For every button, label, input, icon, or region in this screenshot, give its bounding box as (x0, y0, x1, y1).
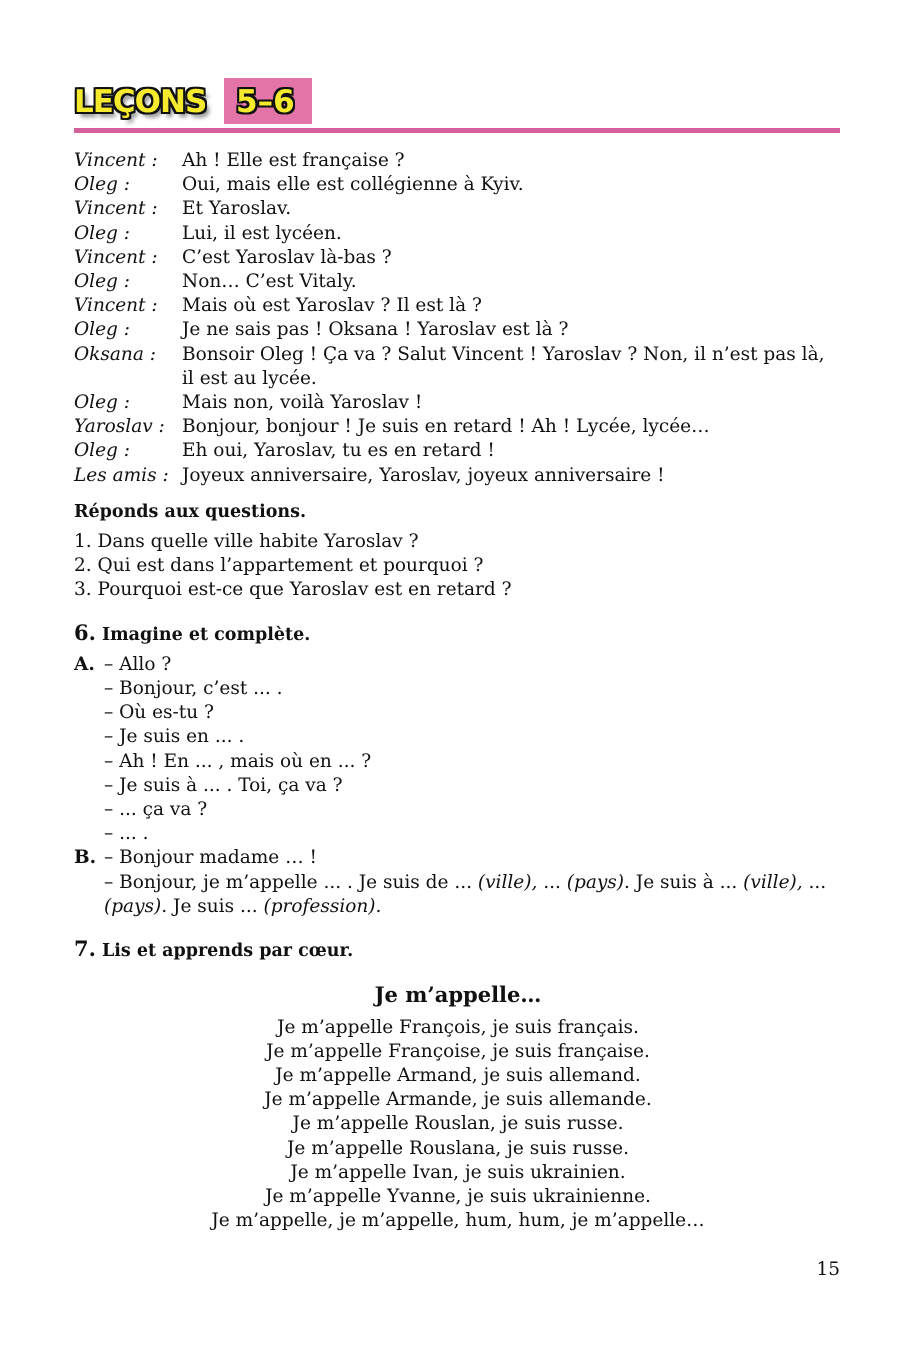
dialogue-line: – Ah ! En ... , mais où en ... ? (104, 750, 372, 772)
hint: (pays). (566, 871, 630, 893)
poem-line: Je m’appelle François, je suis français. (277, 1016, 639, 1038)
page-number: 15 (816, 1259, 840, 1280)
dialogue-speaker: Oleg : (74, 440, 130, 462)
exercise-number: 6. (74, 619, 96, 645)
dialogue-speaker: Vincent : (74, 198, 158, 220)
text: Je suis ... (167, 895, 264, 917)
hint: (ville), (477, 871, 538, 893)
dialogue-speaker: Oleg : (74, 319, 130, 341)
poem-line: Je m’appelle Armande, je suis allemande. (264, 1089, 652, 1111)
dialogue-text: Ah ! Elle est française ? (182, 150, 405, 171)
dialogue-line (104, 871, 842, 919)
dialogue-speaker: Oleg : (74, 222, 130, 244)
dialogue-speaker: Yaroslav : (74, 416, 165, 438)
dialogue-speaker: Oksana : (74, 343, 156, 365)
poem-line: Je m’appelle Rouslan, je suis russe. (292, 1113, 624, 1135)
exercise-number: 7. (74, 936, 96, 962)
dialogue-text: Mais où est Yaroslav ? Il est là ? (182, 295, 482, 317)
question-item: 3. Pourquoi est-ce que Yaroslav est en retard ? (74, 579, 512, 601)
header-divider (74, 128, 840, 133)
dialogue-line: – Je suis en ... . (104, 726, 245, 748)
poem-line: Je m’appelle Armand, je suis allemand. (275, 1064, 641, 1086)
poem-line: Je m’appelle Rouslana, je suis russe. (287, 1137, 629, 1159)
dialogue-speaker: Oleg : (74, 174, 130, 196)
exercise-6-heading (74, 621, 842, 647)
dialogue-speaker: Oleg : (74, 271, 130, 293)
questions-list (74, 530, 842, 603)
poem-title: Je m’appelle… (374, 982, 542, 1008)
hint: (pays). (104, 895, 168, 917)
poem-line: Je m’appelle Yvanne, je suis ukrainienne. (265, 1185, 651, 1207)
text: ... (802, 871, 827, 893)
dialogue-text: Bonsoir Oleg ! Ça va ? Salut Vincent ! Yaroslav ? Non, il n’est pas là, il est au lycée. (182, 343, 825, 389)
dialogue-text: Oui, mais elle est collégienne à Kyiv. (182, 174, 524, 196)
exercise-7-heading (74, 937, 842, 963)
dialogue-text: C’est Yaroslav là-bas ? (182, 246, 392, 268)
dialogue-line: – Allo ? (104, 653, 172, 675)
dialogue-text: Mais non, voilà Yaroslav ! (182, 392, 423, 414)
question-item: 1. Dans quelle ville habite Yaroslav ? (74, 531, 419, 553)
dialogue-line: – ... . (104, 823, 149, 845)
page-content (74, 149, 842, 1233)
dialogue-text: Et Yaroslav. (182, 198, 292, 220)
text: Je suis à ... (629, 871, 744, 893)
question-item: 2. Qui est dans l’appartement et pourquoi ? (74, 555, 484, 577)
lesson-title: LEÇONS (74, 84, 207, 120)
dialogue-text: Non… C’est Vitaly. (182, 271, 357, 293)
part-a-lines (104, 653, 842, 847)
dialogue-speaker: Vincent : (74, 295, 158, 317)
poem-line: Je m’appelle, je m’appelle, hum, hum, je m’appelle… (211, 1210, 705, 1232)
text: – Bonjour, je m’appelle ... . Je suis de ... (104, 871, 478, 893)
poem-line: Je m’appelle Françoise, je suis française. (266, 1040, 650, 1062)
exercise-title: Imagine et complète. (101, 624, 311, 645)
dialogue-text: Bonjour, bonjour ! Je suis en retard ! Ah ! Lycée, lycée… (182, 416, 710, 438)
lesson-header (74, 78, 840, 136)
hint: (ville), (743, 871, 803, 893)
part-label: B. (74, 847, 97, 869)
part-b-lines (104, 846, 842, 919)
dialogue-line: – Je suis à ... . Toi, ça va ? (104, 774, 343, 796)
dialogue-text: Lui, il est lycéen. (182, 222, 342, 244)
lesson-numbers: 5–6 (236, 84, 295, 120)
exercise-title: Lis et apprends par cœur. (101, 941, 354, 962)
exercise-6-part-b (74, 846, 842, 919)
dialogue-text: Joyeux anniversaire, Yaroslav, joyeux anniversaire ! (182, 464, 665, 486)
part-label: A. (74, 653, 95, 675)
poem (74, 1016, 842, 1234)
dialogue-line: – Bonjour madame … ! (104, 847, 317, 869)
dialogue-speaker: Oleg : (74, 392, 130, 414)
dialogue-speaker: Vincent : (74, 150, 158, 171)
dialogue-line: – Où es-tu ? (104, 702, 214, 724)
questions-heading: Réponds aux questions. (74, 501, 307, 522)
dialogue (74, 149, 842, 488)
exercise-6-part-a (74, 653, 842, 847)
dialogue-line: – Bonjour, c’est ... . (104, 678, 283, 700)
dialogue-line: – ... ça va ? (104, 799, 208, 821)
hint: (profession). (263, 895, 382, 917)
poem-line: Je m’appelle Ivan, je suis ukrainien. (290, 1161, 626, 1183)
dialogue-text: Je ne sais pas ! Oksana ! Yaroslav est là ? (182, 319, 569, 341)
text: ... (537, 871, 567, 893)
dialogue-speaker: Vincent : (74, 246, 158, 268)
dialogue-text: Eh oui, Yaroslav, tu es en retard ! (182, 440, 495, 462)
dialogue-speaker: Les amis : (74, 464, 169, 486)
